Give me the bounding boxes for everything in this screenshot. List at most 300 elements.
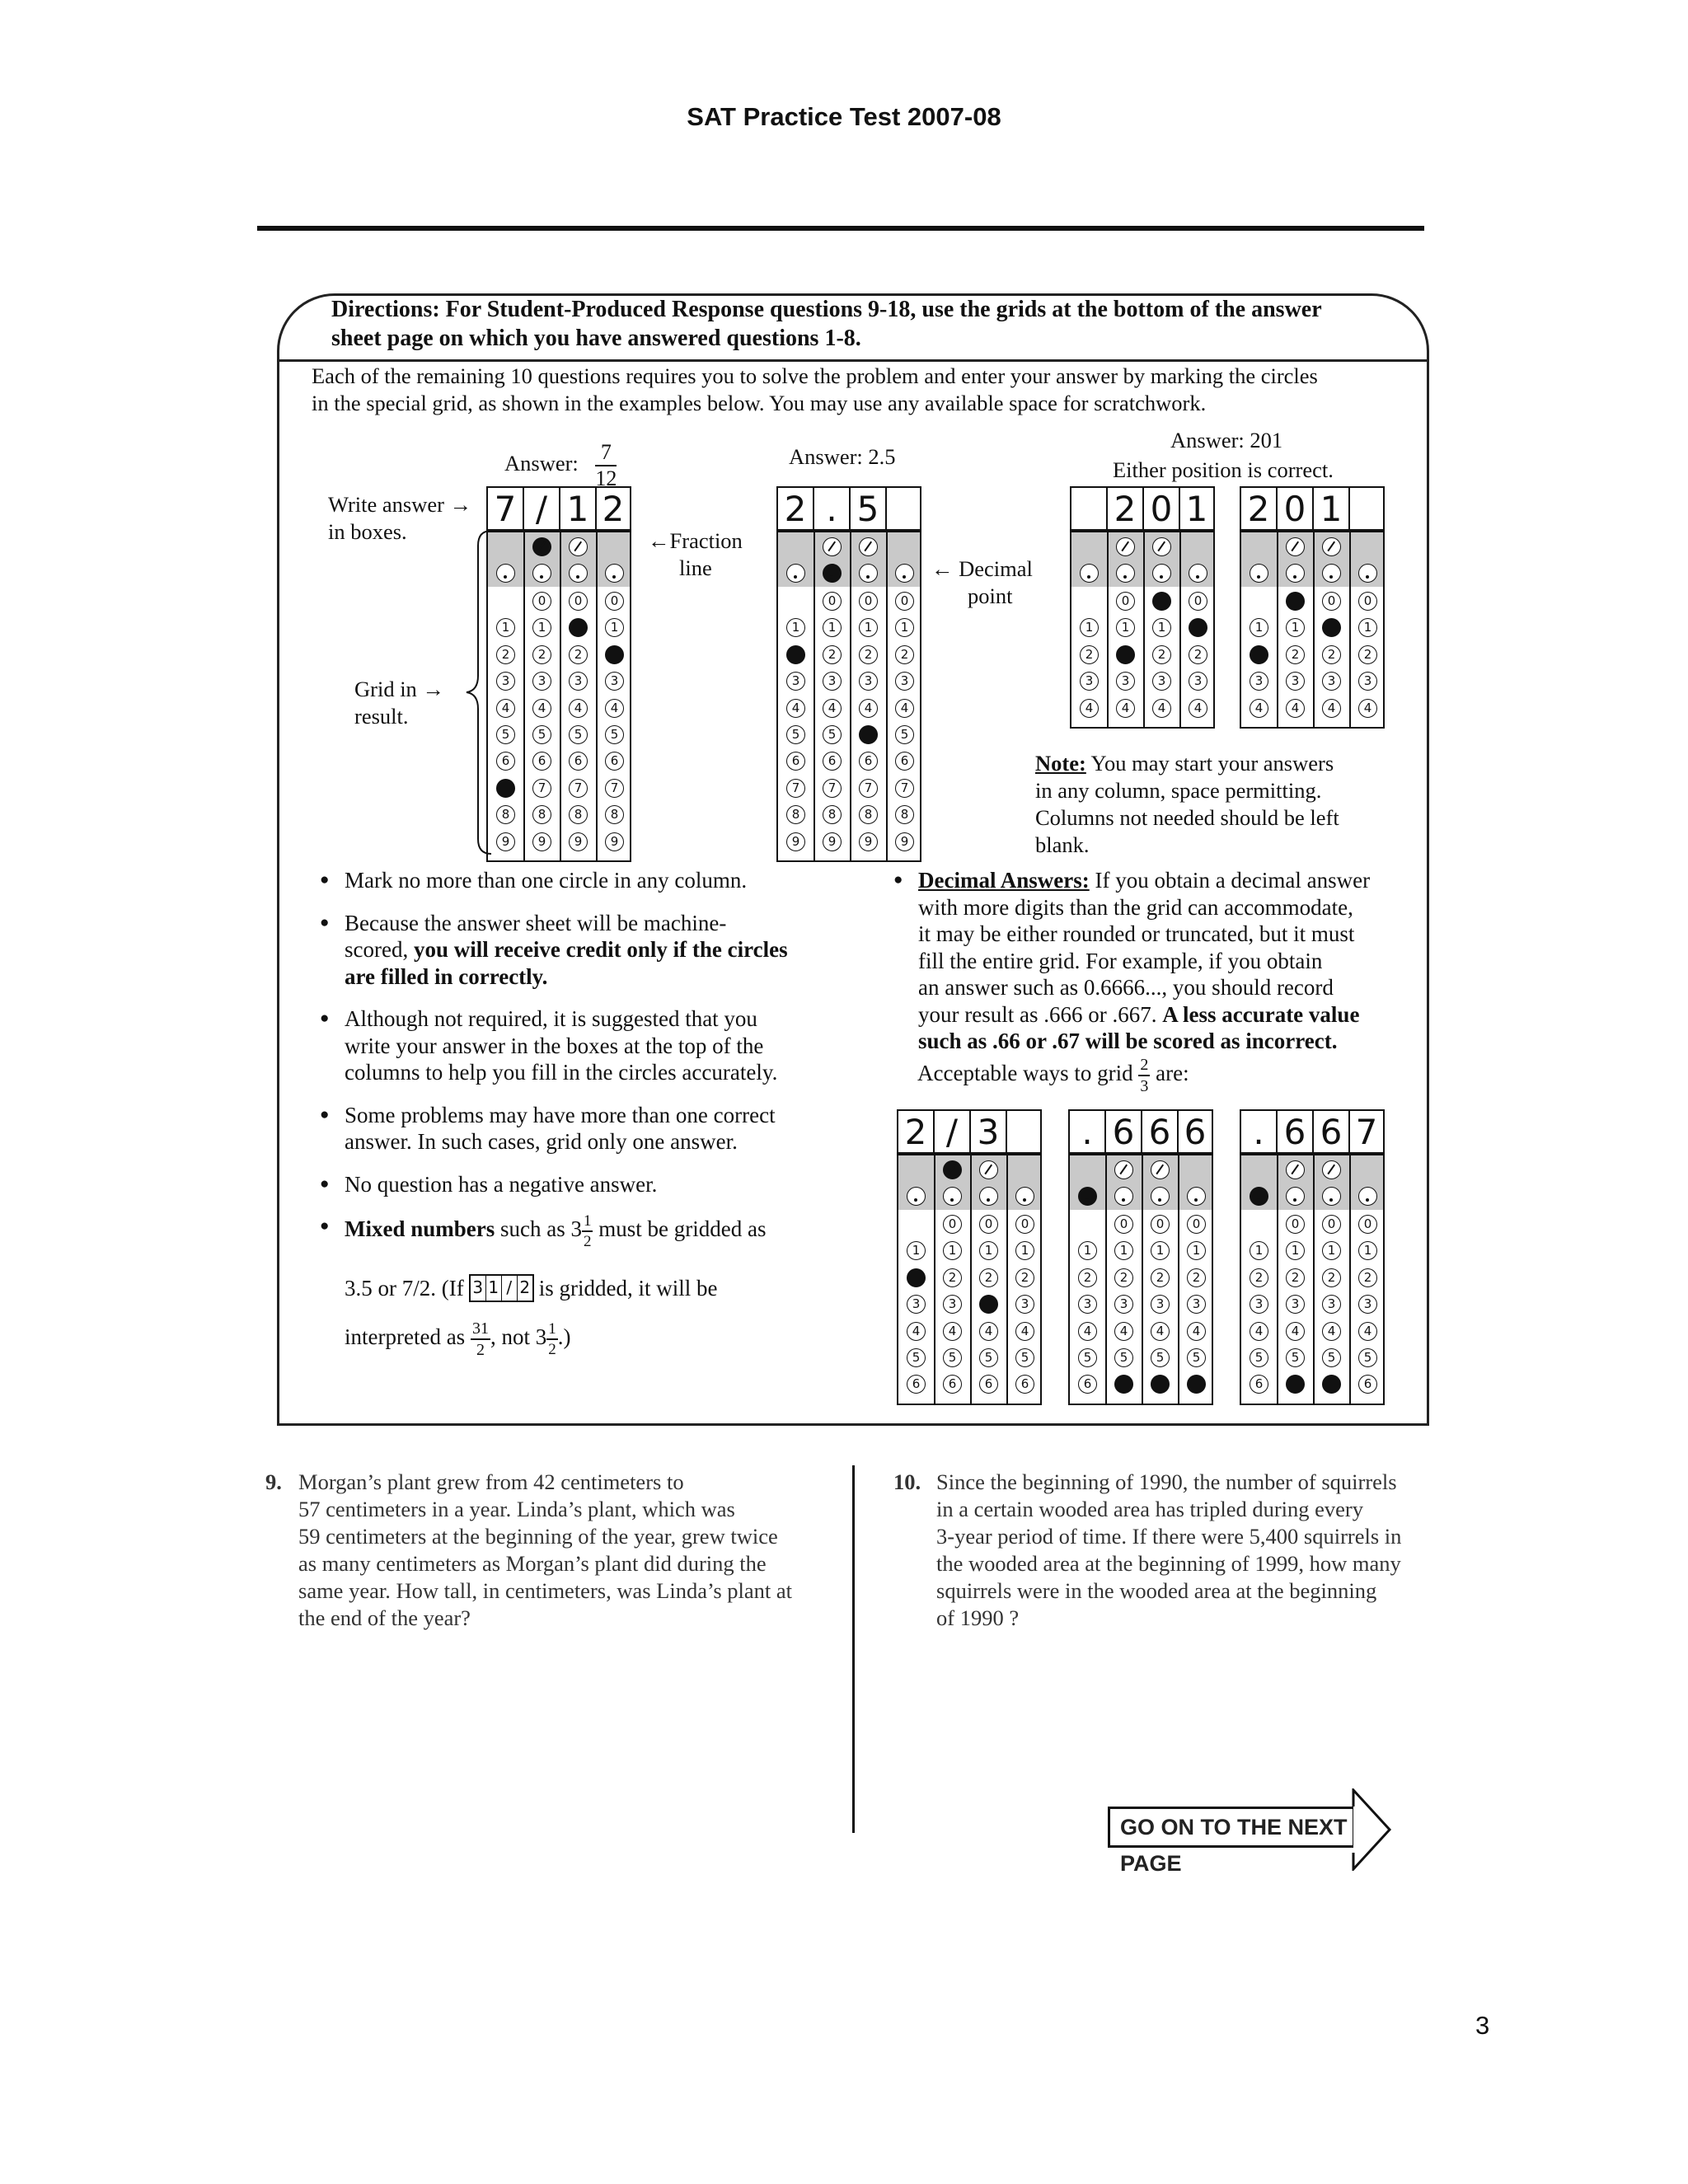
grid-bubble: 1 xyxy=(605,618,624,637)
example2-answer-label: Answer: 2.5 xyxy=(789,444,896,469)
grid-bubble: 0 xyxy=(605,592,624,611)
grid-bubble: 5 xyxy=(1151,1348,1170,1367)
grid-bubble xyxy=(1286,564,1305,583)
grid-bubble: 4 xyxy=(907,1322,926,1341)
grid-bubble: 5 xyxy=(1187,1348,1206,1367)
answer-box: 2 xyxy=(1240,486,1276,531)
grid-bubble: 2 xyxy=(1151,1268,1170,1287)
grid-bubble: 3 xyxy=(1189,672,1207,691)
grid-bubble: 1 xyxy=(859,618,878,637)
question-line: in a certain wooded area has tripled during every xyxy=(936,1497,1364,1521)
grid-bubble: 0 xyxy=(1322,592,1341,611)
grid-bubble xyxy=(907,1187,926,1206)
grid-bubble: 0 xyxy=(1358,592,1377,611)
grid-bubble: 6 xyxy=(532,752,551,771)
grid-bubble xyxy=(1114,1187,1133,1206)
acceptable-grid-666 xyxy=(1068,1109,1213,1405)
question-9-number: 9. xyxy=(265,1469,282,1494)
grid-bubble: 4 xyxy=(1151,1322,1170,1341)
grid-bubble xyxy=(1189,618,1207,637)
grid-bubble xyxy=(1152,592,1171,611)
answer-box: 2 xyxy=(897,1109,933,1154)
grid-bubble xyxy=(979,1295,998,1314)
grid-bubble xyxy=(1286,1375,1305,1394)
grid-bubble: 4 xyxy=(1152,699,1171,718)
grid-bubble: 3 xyxy=(569,672,588,691)
grid-bubble: 0 xyxy=(1322,1215,1341,1234)
note-text: Note: You may start your answers in any column, space permitting. Columns not needed should be left blank. xyxy=(1035,751,1339,857)
grid-bubble: 5 xyxy=(895,725,914,744)
grid-bubble: 2 xyxy=(1152,645,1171,664)
inline-grid-example xyxy=(469,1274,534,1302)
answer-box: . xyxy=(1068,1109,1104,1154)
question-line: of 1990 ? xyxy=(936,1605,1020,1630)
question-line: the wooded area at the beginning of 1999, how many xyxy=(936,1551,1401,1576)
question-10-text xyxy=(936,1469,1401,1632)
answer-box: 5 xyxy=(849,486,885,531)
answer-box: / xyxy=(523,486,559,531)
grid-bubble: 6 xyxy=(823,752,842,771)
grid-bubble: 6 xyxy=(1250,1375,1268,1394)
grid-bubble: 4 xyxy=(569,699,588,718)
grid-bubble: 2 xyxy=(1286,645,1305,664)
answer-box: 1 xyxy=(1312,486,1348,531)
answer-box: 0 xyxy=(1276,486,1312,531)
grid-bubble: 1 xyxy=(496,618,515,637)
grid-bubble: 4 xyxy=(979,1322,998,1341)
grid-bubble: 4 xyxy=(1358,699,1377,718)
grid-bubble: 3 xyxy=(1187,1295,1206,1314)
grid-bubble: 4 xyxy=(1250,1322,1268,1341)
answer-box: 6 xyxy=(1276,1109,1312,1154)
inline-grid-box: 2 xyxy=(519,1277,531,1297)
grid-bubble: 4 xyxy=(1322,1322,1341,1341)
grid-bubble xyxy=(1322,1375,1341,1394)
question-line: Since the beginning of 1990, the number of squirrels xyxy=(936,1469,1397,1494)
grid-bubble: 4 xyxy=(1116,699,1135,718)
grid-bubble: 9 xyxy=(532,832,551,851)
grid-bubble xyxy=(979,1187,998,1206)
grid-bubble xyxy=(1114,1160,1133,1179)
grid-bubble xyxy=(823,537,842,556)
grid-bubble: 3 xyxy=(496,672,515,691)
grid-bubble: 6 xyxy=(907,1375,926,1394)
grid-bubble: 5 xyxy=(1114,1348,1133,1367)
grid-bubble: 7 xyxy=(859,779,878,798)
grid-bubble: 5 xyxy=(943,1348,962,1367)
answer-box: 3 xyxy=(969,1109,1006,1154)
grid-bubble: 7 xyxy=(786,779,805,798)
grid-bubble: 8 xyxy=(859,805,878,824)
rules-left xyxy=(320,867,847,1374)
grid-bubble xyxy=(569,564,588,583)
answer-box: 2 xyxy=(595,486,631,531)
grid-bubble xyxy=(1114,1375,1133,1394)
grid-bubble: 3 xyxy=(823,672,842,691)
grid-bubble: 6 xyxy=(1358,1375,1377,1394)
rule-item: ● Some problems may have more than one correct answer. In such cases, grid only one answer. xyxy=(320,1102,847,1155)
grid-bubble: 2 xyxy=(1080,645,1099,664)
grid-bubble: 2 xyxy=(1358,1268,1377,1287)
grid-bubble: 0 xyxy=(895,592,914,611)
grid-bubble: 2 xyxy=(823,645,842,664)
grid-bubble: 7 xyxy=(823,779,842,798)
decimal-rule: ● Decimal Answers: If you obtain a decimal answer with more digits than the grid can accommodate, it may be either rounded or truncated, but it must fill the entire grid. For example, if you obtain an answer such as 0.6666..., you should record your result as .666 or .667. A less accurate value such as .66 or .67 will be scored as incorrect. xyxy=(893,867,1404,1055)
answer-box xyxy=(1348,486,1385,531)
rule-item: ● Mixed numbers such as 3 $\frac{1}{2}$ must be gridded as 3.5 or 7/2. (If 3 1 / 2 is gridded, it will be interpreted as $\frac{31}{2}$ , not 3 $\frac{1}{2}$ .) xyxy=(320,1213,847,1358)
answer-box: 6 xyxy=(1141,1109,1177,1154)
question-line: 57 centimeters in a year. Linda’s plant, which was xyxy=(298,1497,735,1521)
grid-bubble: 3 xyxy=(1152,672,1171,691)
inline-grid-box: 3 xyxy=(471,1276,486,1301)
grid-bubble xyxy=(1322,1187,1341,1206)
grid-bubble: 8 xyxy=(496,805,515,824)
grid-bubble: 2 xyxy=(569,645,588,664)
grid-bubble xyxy=(1187,1187,1206,1206)
fraction-line-label: ←Fraction line xyxy=(648,528,743,580)
answer-box: / xyxy=(933,1109,969,1154)
grid-bubble: 0 xyxy=(1114,1215,1133,1234)
grid-bubble xyxy=(907,1268,926,1287)
grid-bubble xyxy=(532,564,551,583)
grid-bubble xyxy=(1322,564,1341,583)
example3-answer-label: Answer: 201 xyxy=(1170,428,1283,452)
grid-bubble: 2 xyxy=(1189,645,1207,664)
grid-bubble: 1 xyxy=(1322,1241,1341,1260)
grid-bubble: 8 xyxy=(569,805,588,824)
grid-bubble: 2 xyxy=(895,645,914,664)
grid-bubble: 1 xyxy=(786,618,805,637)
grid-bubble: 5 xyxy=(823,725,842,744)
acceptable-grid-667 xyxy=(1240,1109,1385,1405)
grid-bubble: 6 xyxy=(1078,1375,1097,1394)
question-line: Morgan’s plant grew from 42 centimeters to xyxy=(298,1469,684,1494)
rule-item: ● Mark no more than one circle in any column. xyxy=(320,867,847,894)
grid-bubble xyxy=(1286,1160,1305,1179)
example1-answer-label: Answer: $\frac{7}{12}$ xyxy=(504,440,617,490)
grid-bubble xyxy=(979,1160,998,1179)
grid-bubble: 2 xyxy=(1286,1268,1305,1287)
grid-bubble xyxy=(1322,618,1341,637)
grid-bubble xyxy=(1250,1187,1268,1206)
grid-bubble xyxy=(1116,564,1135,583)
grid-bubble: 4 xyxy=(1189,699,1207,718)
grid-bubble: 1 xyxy=(1080,618,1099,637)
grid-bubble: 4 xyxy=(786,699,805,718)
grid-bubble: 3 xyxy=(1286,1295,1305,1314)
inline-grid-box: / xyxy=(502,1276,518,1301)
grid-in-label: Grid in → result. xyxy=(354,677,444,729)
answer-box: . xyxy=(1240,1109,1276,1154)
grid-bubble: 7 xyxy=(605,779,624,798)
grid-bubble: 1 xyxy=(1250,1241,1268,1260)
grid-bubble: 1 xyxy=(1015,1241,1034,1260)
grid-bubble xyxy=(1358,564,1377,583)
grid-bubble: 9 xyxy=(496,832,515,851)
acceptable-ways-label: Acceptable ways to grid $\frac{2}{3}$ are: xyxy=(917,1056,1189,1095)
grid-bubble: 5 xyxy=(1078,1348,1097,1367)
grid-bubble: 1 xyxy=(1286,618,1305,637)
grid-bubble: 5 xyxy=(786,725,805,744)
grid-bubble: 9 xyxy=(823,832,842,851)
grid-bubble: 7 xyxy=(569,779,588,798)
grid-bubble xyxy=(1078,1187,1097,1206)
grid-bubble: 0 xyxy=(1116,592,1135,611)
grid-bubble: 1 xyxy=(1358,618,1377,637)
grid-bubble: 3 xyxy=(1080,672,1099,691)
grid-bubble: 3 xyxy=(1250,672,1268,691)
grid-bubble: 4 xyxy=(605,699,624,718)
grid-bubble xyxy=(943,1187,962,1206)
grid-bubble: 2 xyxy=(1358,645,1377,664)
grid-bubble xyxy=(823,564,842,583)
grid-bubble: 0 xyxy=(823,592,842,611)
grid-bubble xyxy=(1080,564,1099,583)
grid-bubble: 3 xyxy=(1322,1295,1341,1314)
grid-bubble: 5 xyxy=(907,1348,926,1367)
grid-bubble xyxy=(943,1160,962,1179)
directions-separator xyxy=(279,359,1427,362)
rule-item: ● No question has a negative answer. xyxy=(320,1171,847,1198)
grid-bubble: 0 xyxy=(1187,1215,1206,1234)
grid-bubble: 0 xyxy=(1151,1215,1170,1234)
grid-bubble: 6 xyxy=(1015,1375,1034,1394)
grid-bubble xyxy=(1189,564,1207,583)
grid-bubble: 1 xyxy=(1078,1241,1097,1260)
grid-bubble: 4 xyxy=(823,699,842,718)
grid-bubble: 7 xyxy=(895,779,914,798)
grid-bubble xyxy=(1250,645,1268,664)
grid-bubble: 5 xyxy=(569,725,588,744)
grid-bubble: 3 xyxy=(605,672,624,691)
answer-box xyxy=(1070,486,1106,531)
grid-bubble: 8 xyxy=(786,805,805,824)
grid-bubble: 1 xyxy=(895,618,914,637)
example1-fraction: $\frac{7}{12}$ xyxy=(595,440,617,490)
grid-bubble: 9 xyxy=(569,832,588,851)
grid-bubble: 4 xyxy=(943,1322,962,1341)
grid-bubble xyxy=(496,779,515,798)
grid-bubble: 3 xyxy=(895,672,914,691)
grid-bubble: 7 xyxy=(532,779,551,798)
rules-right xyxy=(893,867,1404,1071)
grid-bubble: 3 xyxy=(1286,672,1305,691)
grid-bubble: 0 xyxy=(532,592,551,611)
answer-box: 1 xyxy=(1179,486,1215,531)
grid-bubble: 1 xyxy=(1151,1241,1170,1260)
grid-bubble: 1 xyxy=(1114,1241,1133,1260)
grid-bubble: 5 xyxy=(605,725,624,744)
grid-bubble xyxy=(786,645,805,664)
grid-bubble xyxy=(859,537,878,556)
grid-bubble: 1 xyxy=(1152,618,1171,637)
question-10 xyxy=(893,1469,1401,1632)
grid-bubble xyxy=(569,618,588,637)
grid-bubble: 4 xyxy=(496,699,515,718)
grid-bubble xyxy=(1322,1160,1341,1179)
answer-box: 2 xyxy=(1106,486,1142,531)
rule-item: ● Although not required, it is suggested that you write your answer in the boxes at the top of the columns to help you fill in the circles accurately. xyxy=(320,1005,847,1086)
example-grid-7-12 xyxy=(486,486,631,862)
grid-bubble xyxy=(1286,592,1305,611)
grid-bubble: 1 xyxy=(1286,1241,1305,1260)
question-9-text xyxy=(298,1469,792,1632)
answer-box: 2 xyxy=(776,486,813,531)
grid-bubble: 5 xyxy=(1015,1348,1034,1367)
grid-bubble xyxy=(1151,1187,1170,1206)
grid-bubble: 6 xyxy=(859,752,878,771)
grid-bubble xyxy=(532,537,551,556)
grid-bubble: 3 xyxy=(1114,1295,1133,1314)
example-grid-201-b xyxy=(1240,486,1385,729)
grid-bubble: 1 xyxy=(532,618,551,637)
grid-bubble: 3 xyxy=(1250,1295,1268,1314)
grid-bubble: 1 xyxy=(823,618,842,637)
answer-box: 6 xyxy=(1177,1109,1213,1154)
grid-bubble: 2 xyxy=(859,645,878,664)
grid-bubble: 4 xyxy=(1358,1322,1377,1341)
directions-heading: Directions: For Student-Produced Response questions 9-18, use the grids at the bottom of the answer sheet page on which you have answered questions 1-8. xyxy=(331,297,1322,351)
next-page-arrow-icon xyxy=(1352,1788,1393,1871)
grid-bubble xyxy=(569,537,588,556)
grid-bubble xyxy=(1286,537,1305,556)
grid-bubble: 3 xyxy=(1322,672,1341,691)
decimal-point-label: ← Decimal point xyxy=(931,556,1033,608)
example-grid-2-5 xyxy=(776,486,921,862)
grid-bubble: 1 xyxy=(1358,1241,1377,1260)
grid-bubble: 4 xyxy=(1015,1322,1034,1341)
grid-bubble: 9 xyxy=(895,832,914,851)
grid-bubble: 0 xyxy=(1286,1215,1305,1234)
grid-bubble: 4 xyxy=(1078,1322,1097,1341)
example-grid-201-a xyxy=(1070,486,1215,729)
grid-bubble: 6 xyxy=(605,752,624,771)
grid-bubble: 9 xyxy=(859,832,878,851)
grid-bubble: 3 xyxy=(1015,1295,1034,1314)
directions-intro: Each of the remaining 10 questions requires you to solve the problem and enter your answer by marking the circles in the special grid, as shown in the examples below. You may use any available space for scratchwork. xyxy=(312,363,1318,415)
next-page-button[interactable]: GO ON TO THE NEXT PAGE xyxy=(1108,1807,1355,1848)
answer-box: 6 xyxy=(1104,1109,1141,1154)
rule-item: ● Because the answer sheet will be machine- scored, you will receive credit only if the circles are filled in correctly. xyxy=(320,910,847,991)
question-line: 59 centimeters at the beginning of the year, grew twice xyxy=(298,1524,778,1549)
grid-bubble xyxy=(859,564,878,583)
grid-bubble: 2 xyxy=(496,645,515,664)
page-title: SAT Practice Test 2007-08 xyxy=(687,102,1001,131)
answer-box: 7 xyxy=(1348,1109,1385,1154)
question-line: 3-year period of time. If there were 5,400 squirrels in xyxy=(936,1524,1402,1549)
grid-bubble xyxy=(496,564,515,583)
grid-bubble: 9 xyxy=(605,832,624,851)
grid-bubble xyxy=(859,725,878,744)
write-answer-label: Write answer → in boxes. xyxy=(328,492,472,544)
acceptable-grid-2-3 xyxy=(897,1109,1042,1405)
question-line: same year. How tall, in centimeters, was Linda’s plant at xyxy=(298,1578,793,1603)
header-rule xyxy=(257,226,1424,231)
grid-bubble: 2 xyxy=(943,1268,962,1287)
grid-bubble xyxy=(1151,1375,1170,1394)
grid-bubble: 4 xyxy=(859,699,878,718)
grid-bubble: 6 xyxy=(786,752,805,771)
answer-box xyxy=(885,486,921,531)
grid-bubble: 6 xyxy=(895,752,914,771)
grid-bubble: 3 xyxy=(1116,672,1135,691)
grid-bubble: 6 xyxy=(943,1375,962,1394)
grid-bubble xyxy=(605,645,624,664)
grid-bubble: 8 xyxy=(823,805,842,824)
grid-bubble: 6 xyxy=(979,1375,998,1394)
grid-bubble: 4 xyxy=(532,699,551,718)
grid-bubble: 1 xyxy=(979,1241,998,1260)
grid-bubble: 1 xyxy=(1250,618,1268,637)
grid-bubble: 2 xyxy=(979,1268,998,1287)
column-separator xyxy=(852,1465,855,1833)
grid-bubble: 4 xyxy=(1114,1322,1133,1341)
grid-bubble: 2 xyxy=(1015,1268,1034,1287)
grid-bubble: 3 xyxy=(907,1295,926,1314)
grid-bubble xyxy=(1358,1187,1377,1206)
grid-bubble: 3 xyxy=(786,672,805,691)
grid-bubble: 5 xyxy=(496,725,515,744)
grid-bubble: 4 xyxy=(1322,699,1341,718)
question-9 xyxy=(265,1469,792,1632)
grid-bubble: 6 xyxy=(496,752,515,771)
grid-bubble: 2 xyxy=(1187,1268,1206,1287)
grid-bubble: 4 xyxy=(1250,699,1268,718)
grid-bubble: 3 xyxy=(1358,672,1377,691)
grid-bubble: 3 xyxy=(859,672,878,691)
grid-bubble: 5 xyxy=(1358,1348,1377,1367)
answer-box: 7 xyxy=(486,486,523,531)
grid-bubble xyxy=(1116,537,1135,556)
grid-bubble: 4 xyxy=(1187,1322,1206,1341)
question-10-number: 10. xyxy=(893,1469,921,1494)
grid-bubble: 0 xyxy=(943,1215,962,1234)
grid-bubble: 5 xyxy=(1322,1348,1341,1367)
grid-bubble xyxy=(1116,645,1135,664)
answer-box xyxy=(1006,1109,1042,1154)
grid-bubble: 3 xyxy=(1078,1295,1097,1314)
grid-bubble: 8 xyxy=(532,805,551,824)
grid-bubble: 9 xyxy=(786,832,805,851)
grid-bubble: 3 xyxy=(943,1295,962,1314)
grid-bubble: 1 xyxy=(907,1241,926,1260)
answer-box: . xyxy=(813,486,849,531)
example3-note: Either position is correct. xyxy=(1113,457,1334,482)
answer-box: 6 xyxy=(1312,1109,1348,1154)
grid-bubble: 3 xyxy=(1151,1295,1170,1314)
question-line: squirrels were in the wooded area at the beginning xyxy=(936,1578,1377,1603)
grid-bubble: 4 xyxy=(1286,1322,1305,1341)
answer-box: 1 xyxy=(559,486,595,531)
grid-bubble xyxy=(1015,1187,1034,1206)
grid-bubble: 0 xyxy=(859,592,878,611)
grid-bubble: 5 xyxy=(532,725,551,744)
interpreted-fraction: $\frac{31}{2}$ xyxy=(471,1319,489,1359)
answer-box: 0 xyxy=(1142,486,1179,531)
grid-bubble xyxy=(895,564,914,583)
grid-bubble: 2 xyxy=(1322,1268,1341,1287)
grid-bubble: 2 xyxy=(1078,1268,1097,1287)
question-line: the end of the year? xyxy=(298,1605,471,1630)
grid-bubble: 4 xyxy=(1286,699,1305,718)
mixed-number-fraction: $\frac{1}{2}$ xyxy=(583,1212,592,1250)
grid-bubble: 5 xyxy=(1250,1348,1268,1367)
grid-bubble: 5 xyxy=(1286,1348,1305,1367)
grid-bubble: 0 xyxy=(1358,1215,1377,1234)
grid-bubble: 3 xyxy=(532,672,551,691)
grid-bubble: 0 xyxy=(979,1215,998,1234)
grid-bubble: 1 xyxy=(1116,618,1135,637)
